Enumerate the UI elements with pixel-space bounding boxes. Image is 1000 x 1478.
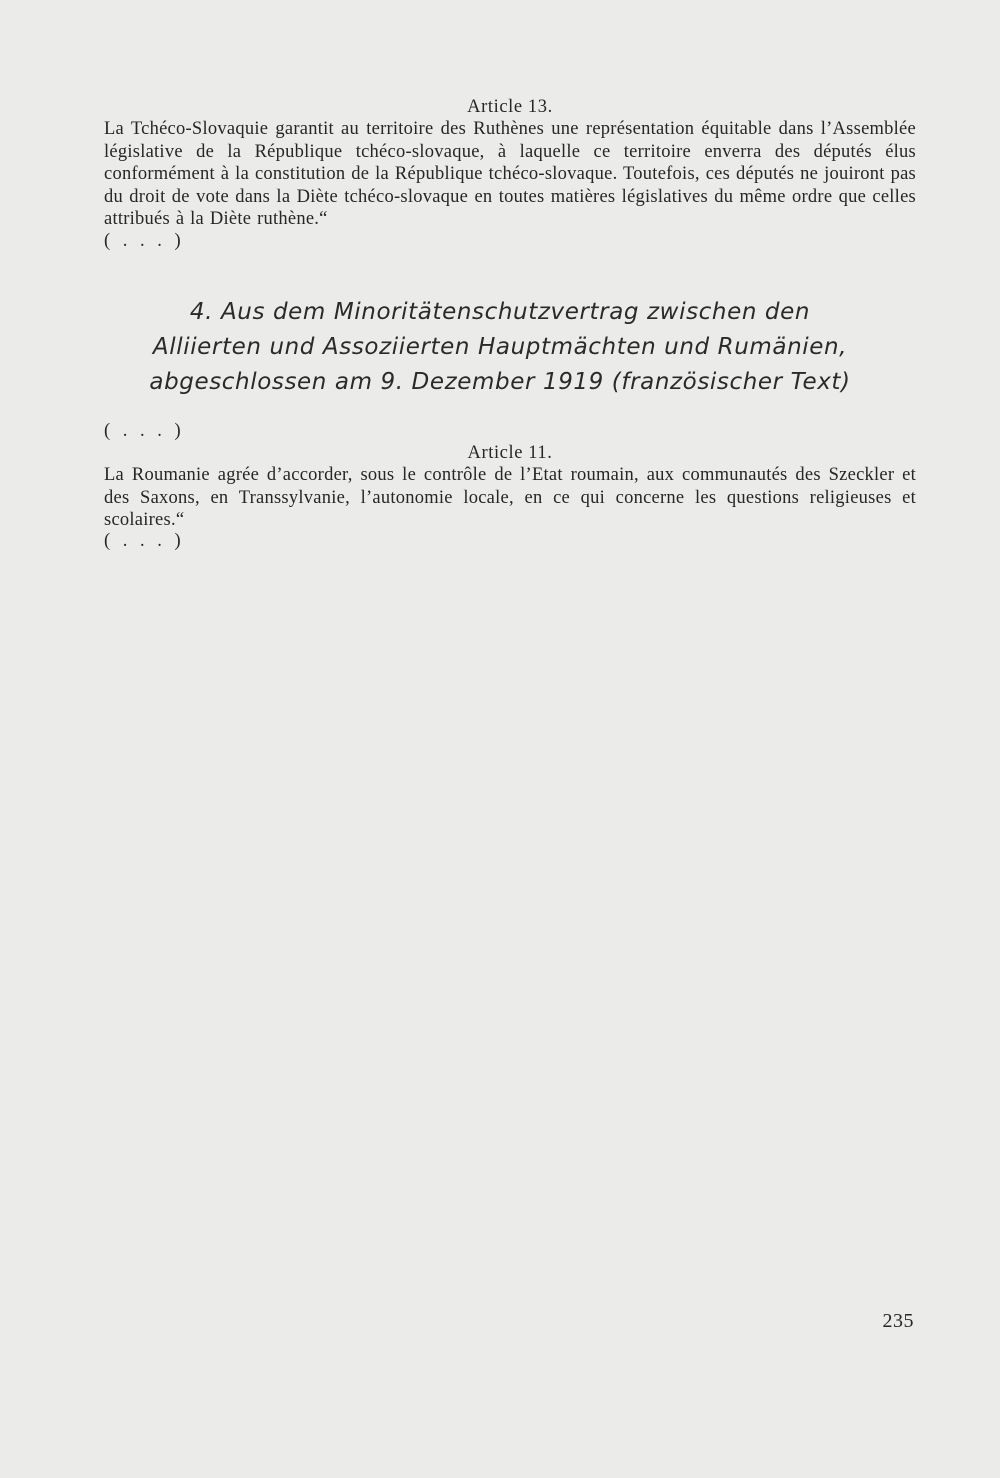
page-number: 235 [882, 1310, 914, 1332]
ellipsis-marker: ( . . . ) [104, 531, 185, 551]
section-4-title-line-2: Alliierten und Assoziierten Hauptmächten und Rumänien, [152, 334, 848, 360]
section-4-title [104, 295, 896, 400]
section-4-title-line-3: abgeschlossen am 9. Dezember 1919 (französischer Text) [149, 369, 851, 395]
section-4-title-line-1: 4. Aus dem Minoritätenschutzvertrag zwischen den [189, 299, 811, 325]
article-13-text: La Tchéco-Slovaquie garantit au territoire des Ruthènes une représentation équitable dans l’Assemblée législative de la République tchéco-slovaque, à laquelle ce territoire enverra des députés élus conformément à la constitution de la République tchéco-slovaque. Toutefois, ces députés ne jouiront pas du droit de vote dans la Diète tchéco-slovaque en toutes matières législatives du même ordre que celles attribués à la Diète ruthène.“ [104, 119, 916, 230]
article-11-heading: Article 11. [467, 443, 553, 463]
article-13-heading: Article 13. [467, 97, 553, 117]
ellipsis-marker: ( . . . ) [104, 421, 185, 441]
ellipsis-marker: ( . . . ) [104, 231, 185, 251]
article-11-text: La Roumanie agrée d’accorder, sous le contrôle de l’Etat roumain, aux communautés des Szeckler et des Saxons, en Transsylvanie, l’autonomie locale, en ce qui concerne les questions religieuses et scolaires.“ [104, 465, 916, 531]
